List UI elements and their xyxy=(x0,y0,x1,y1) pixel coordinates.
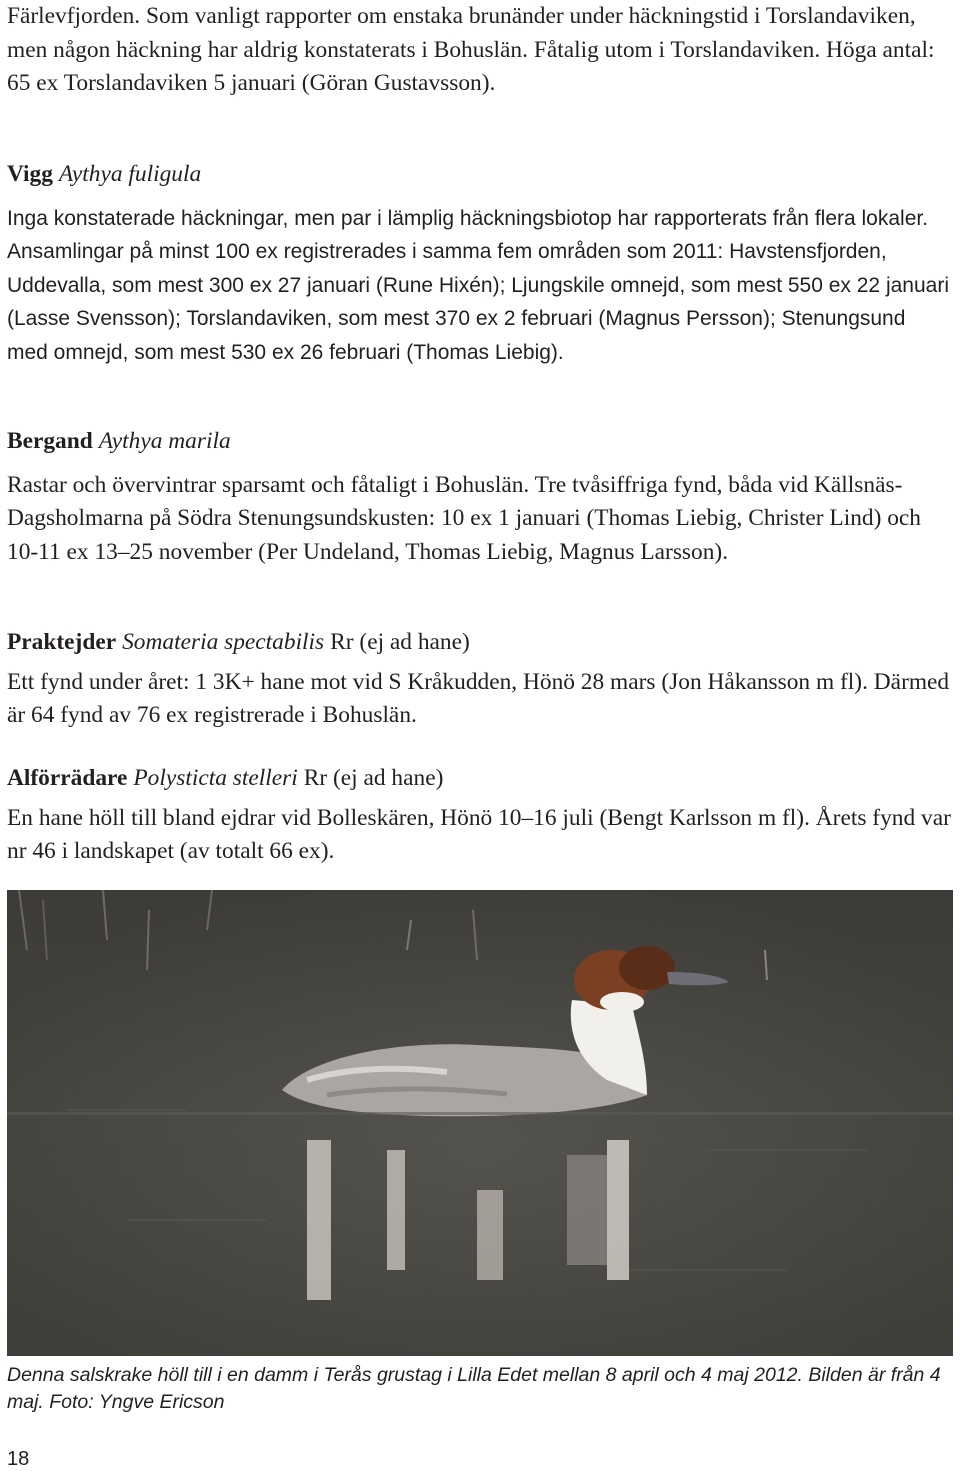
intro-text: Färlevfjorden. Som vanligt rapporter om enstaka brunänder under häckningstid i Torslandaviken, men någon häckning har aldrig konstaterats i Bohuslän. Fåtalig utom i Torslandaviken. Höga antal: 65 ex Torslandaviken 5 januari (Göran Gustavsson). xyxy=(7,3,935,96)
species-heading xyxy=(7,425,952,459)
photo-caption: Denna salskrake höll till i en damm i Terås grustag i Lilla Edet mellan 8 april och 4 maj 2012. Bilden är från 4 maj. Foto: Yngve Ericson xyxy=(7,1364,941,1413)
species-heading xyxy=(7,626,952,660)
species-text-main: Ansamlingar på minst 100 ex registrerades i samma fem områden som 2011: Havstensfjorden, Uddevalla, som mest 300 ex 27 januari (Rune Hixén); Ljungskile omnejd, som mest 550 ex 22 januari (Lasse Svensson); Torslandaviken, som mest 370 ex 2 februari (Magnus Persson); Stenungsund med omnejd, som mest 530 ex 26 februari (Thomas Liebig). xyxy=(7,240,949,364)
species-entry-vigg xyxy=(7,158,952,369)
species-text: En hane höll till bland ejdrar vid Bolleskären, Hönö 10–16 juli (Bengt Karlsson m fl). Årets fynd var nr 46 i landskapet (av totalt 66 ex). xyxy=(7,804,951,864)
intro-paragraph xyxy=(7,0,952,101)
species-text: Ett fynd under året: 1 3K+ hane mot vid S Kråkudden, Hönö 28 mars (Jon Håkansson m fl). Därmed är 64 fynd av 76 ex registrerade i Bohuslän. xyxy=(7,668,950,728)
species-entry-bergand xyxy=(7,425,952,569)
species-heading xyxy=(7,158,952,192)
species-latin: Polysticta stelleri xyxy=(133,765,298,791)
page-number: 18 xyxy=(7,1448,30,1470)
species-text: Rastar och övervintrar sparsamt och fåtaligt i Bohuslän. Tre tvåsiffriga fynd, båda vid Källsnäs-Dagsholmarna på Södra Stenungsundskusten: 10 ex 1 januari (Thomas Liebig, Christer Lind) och 10-11 ex 13–25 november (Per Undeland, Thomas Liebig, Magnus Larsson). xyxy=(7,471,922,565)
species-name: Alförrädare xyxy=(7,765,128,791)
species-latin: Aythya marila xyxy=(98,428,231,454)
species-status: Rr (ej ad hane) xyxy=(330,629,470,655)
species-latin: Somateria spectabilis xyxy=(122,629,325,655)
species-heading xyxy=(7,762,952,796)
salskrake-illustration xyxy=(7,890,953,1356)
species-latin: Aythya fuligula xyxy=(58,161,202,187)
species-text xyxy=(7,202,952,370)
bird-photo xyxy=(7,890,953,1356)
species-text-sans: Inga konstaterade häckningar, men par i lämplig häckningsbiotop har rapporterats från flera lokaler. xyxy=(7,206,929,230)
species-name: Bergand xyxy=(7,428,93,454)
species-name: Praktejder xyxy=(7,629,117,655)
species-entry-praktejder xyxy=(7,626,952,733)
species-name: Vigg xyxy=(7,161,53,187)
species-status: Rr (ej ad hane) xyxy=(303,765,444,791)
species-entry-alforradare xyxy=(7,762,952,869)
